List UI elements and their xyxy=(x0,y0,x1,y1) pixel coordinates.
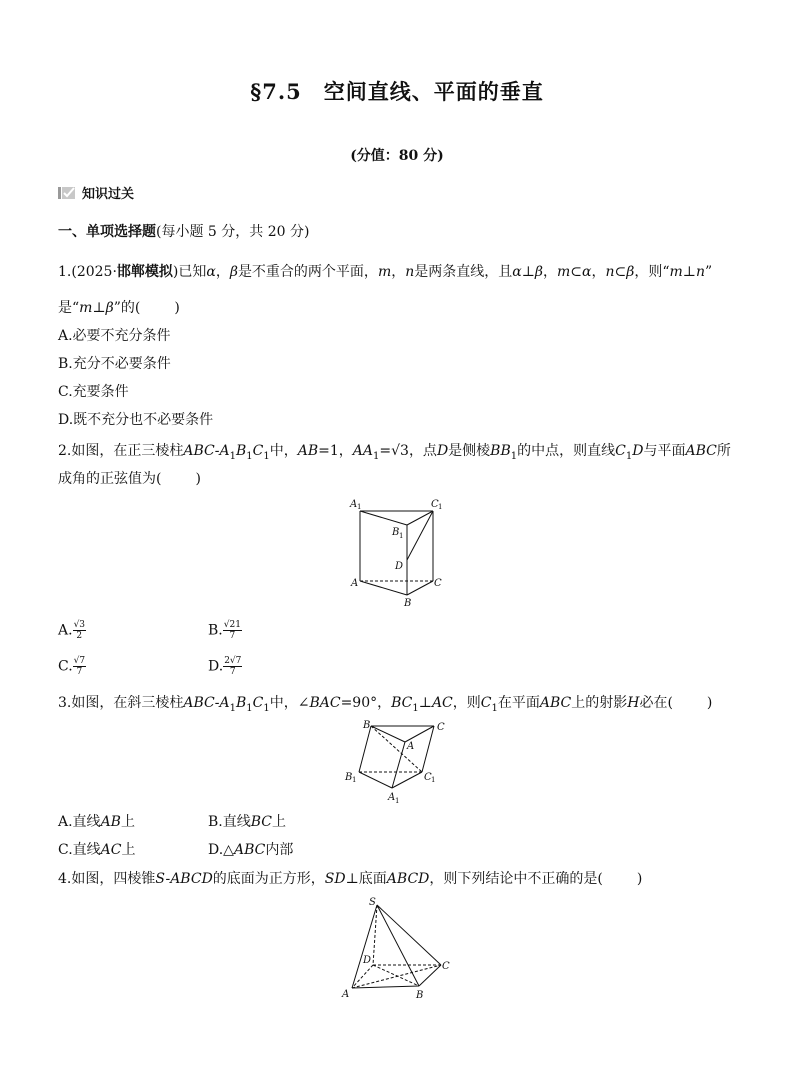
label-S: S xyxy=(369,897,376,908)
checkmark-book-icon xyxy=(58,186,76,200)
label-C1: C xyxy=(431,499,439,510)
q3-option-a[interactable]: A.直线AB上 xyxy=(58,814,135,830)
part-note: (每小题 5 分，共 20 分) xyxy=(156,224,310,240)
svg-text:1: 1 xyxy=(352,776,357,784)
svg-text:1: 1 xyxy=(399,532,404,540)
prism-figure xyxy=(345,495,450,610)
pyramid-figure xyxy=(335,893,460,1003)
label-A: A xyxy=(407,741,415,752)
part-title: 一、单项选择题 xyxy=(58,224,156,240)
svg-text:1: 1 xyxy=(431,776,436,784)
label-B: B xyxy=(363,720,371,731)
q3-option-b[interactable]: B.直线BC上 xyxy=(208,814,287,830)
q2-option-a[interactable]: A. $\frac{√3}{2}$ xyxy=(58,620,86,641)
section-label: 知识过关 xyxy=(82,187,135,202)
q2-line2: 成角的正弦值为( ) xyxy=(58,471,201,487)
q2-option-d[interactable]: D. $\frac{2√7}{7}$ xyxy=(208,656,242,677)
q1-line2: 是“m⊥β”的( ) xyxy=(58,300,180,316)
label-A: A xyxy=(342,989,350,1000)
label-D: D xyxy=(363,955,372,966)
part-heading xyxy=(58,221,309,241)
svg-text:1: 1 xyxy=(395,797,400,805)
q1-option-a[interactable]: A.必要不充分条件 xyxy=(58,328,171,344)
q1-option-b[interactable]: B.充分不必要条件 xyxy=(58,356,171,372)
label-C1: C xyxy=(424,772,432,783)
label-B: B xyxy=(416,990,424,1001)
label-A1: A xyxy=(350,499,358,510)
q3-option-c[interactable]: C.直线AC上 xyxy=(58,842,136,858)
label-B: B xyxy=(404,598,412,609)
page-title: §7.5 空间直线、平面的垂直 xyxy=(250,79,544,104)
label-C: C xyxy=(434,578,442,589)
oblique-prism-figure xyxy=(338,714,453,806)
label-B1: B xyxy=(392,527,400,538)
q2-option-b[interactable]: B. $\frac{√21}{7}$ xyxy=(208,620,241,641)
label-A1: A xyxy=(388,792,396,803)
label-B1: B xyxy=(345,772,353,783)
section-heading xyxy=(58,183,134,202)
q2-option-c[interactable]: C. $\frac{√7}{7}$ xyxy=(58,656,86,677)
svg-text:1: 1 xyxy=(357,503,362,511)
q4-line1: 4.如图，四棱锥S-ABCD的底面为正方形，SD⊥底面ABCD，则下列结论中不正确的是( ) xyxy=(58,871,643,887)
q1-option-d[interactable]: D.既不充分也不必要条件 xyxy=(58,412,214,428)
label-D: D xyxy=(395,561,404,572)
svg-text:1: 1 xyxy=(438,503,443,511)
q3-option-d[interactable]: D.△ABC内部 xyxy=(208,842,294,858)
q1-line1: 1.(2025·邯郸模拟)已知α，β是不重合的两个平面，m，n是两条直线，且α⊥β，m⊂α，n⊂β，则“m⊥n” xyxy=(58,264,713,280)
score-line: (分值：80 分) xyxy=(350,148,444,164)
label-C: C xyxy=(442,961,450,972)
q1-option-c[interactable]: C.充要条件 xyxy=(58,384,129,400)
q2-line1: 2.如图，在正三棱柱ABC-$A_1B_1C_1$中，AB=1，$AA_1=√3$，点D是侧棱$BB_1$的中点，则直线$C_1D$与平面ABC所 xyxy=(58,443,731,462)
label-C: C xyxy=(437,722,445,733)
q3-line1: 3.如图，在斜三棱柱ABC-$A_1B_1C_1$中，∠BAC=90°，$BC_1\perp AC$，则$C_1$在平面ABC上的射影H必在( ) xyxy=(58,695,713,714)
label-A: A xyxy=(351,578,359,589)
